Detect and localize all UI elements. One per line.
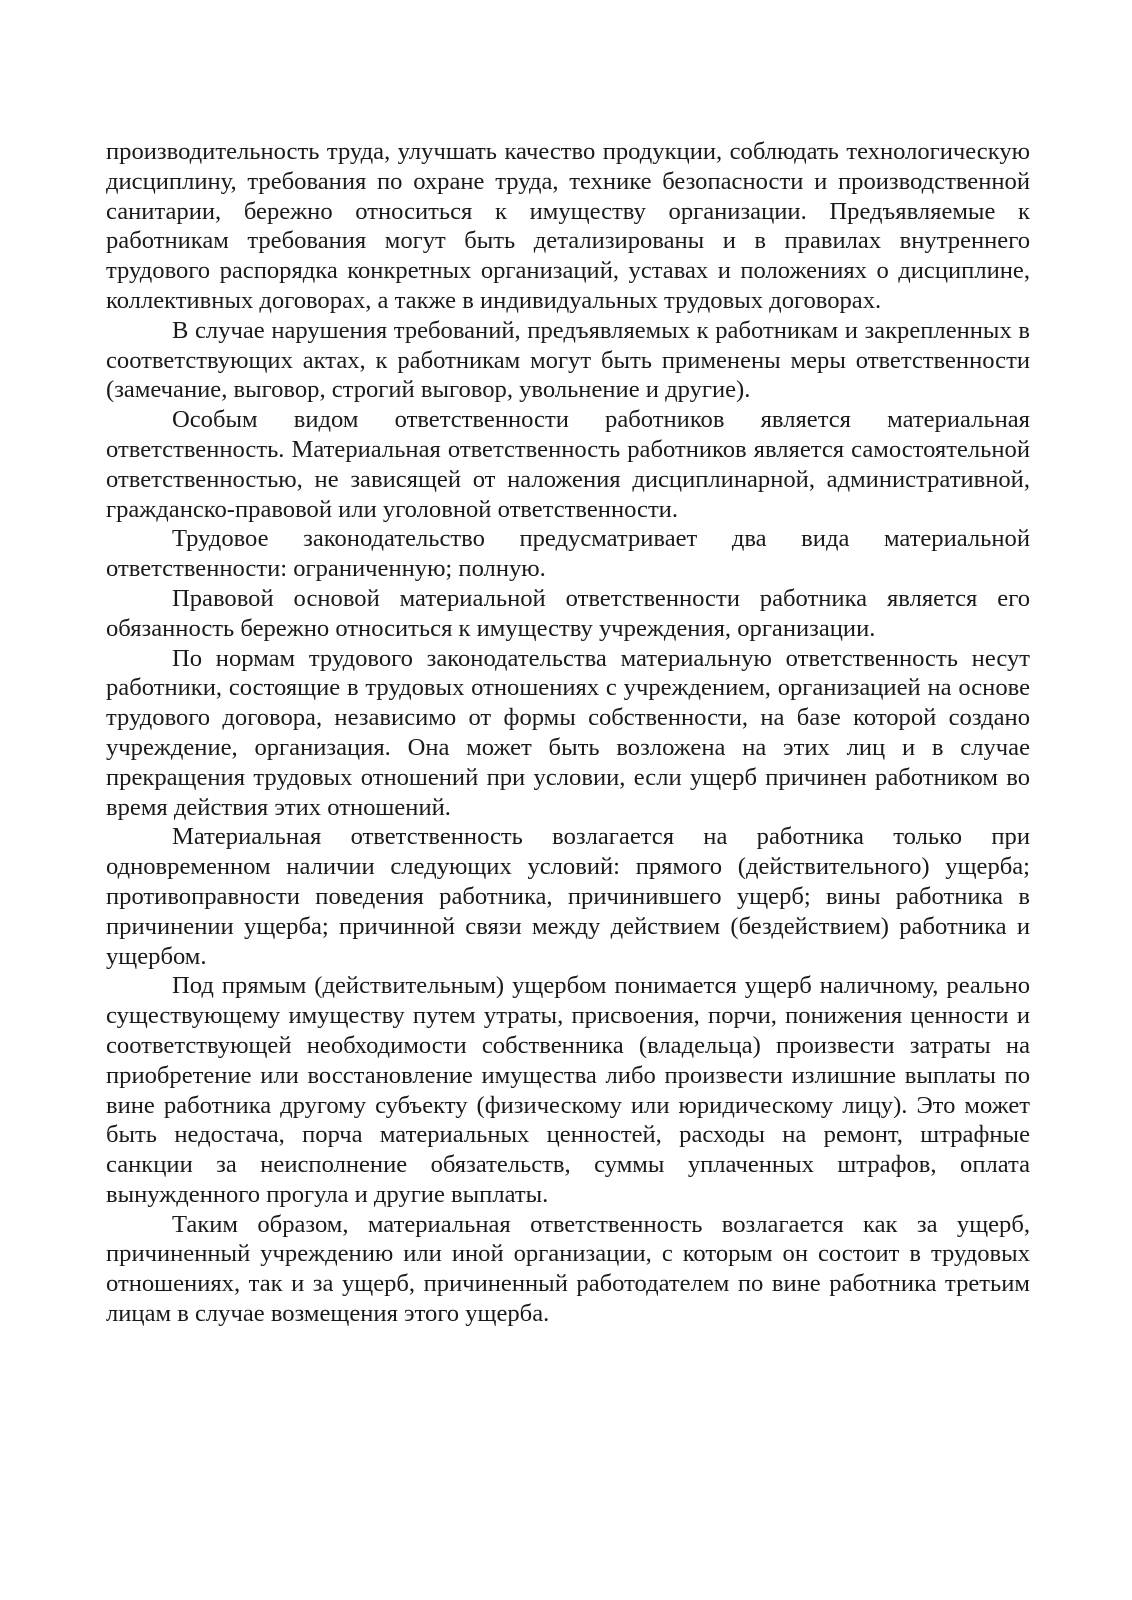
paragraph: Правовой основой материальной ответственности работника является его обязанность бережно относиться к имуществу учреждения, организации. bbox=[106, 584, 1030, 642]
paragraph: В случае нарушения требований, предъявляемых к работникам и закрепленных в соответствующих актах, к работникам могут быть применены меры ответственности (замечание, выговор, строгий выговор, увольнение и другие). bbox=[106, 316, 1030, 404]
document-body bbox=[106, 137, 1030, 1329]
paragraph: Материальная ответственность возлагается на работника только при одновременном наличии следующих условий: прямого (действительного) ущерба; противоправности поведения работника, причинившего ущерб; вины работника в причинении ущерба; причинной связи между действием (бездействием) работника и ущербом. bbox=[106, 823, 1030, 970]
paragraph: Трудовое законодательство предусматривает два вида материальной ответственности: ограниченную; полную. bbox=[106, 525, 1030, 583]
paragraph: По нормам трудового законодательства материальную ответственность несут работники, состоящие в трудовых отношениях с учреждением, организацией на основе трудового договора, независимо от формы собственности, на базе которой создано учреждение, организация. Она может быть возложена на этих лиц и в случае прекращения трудовых отношений при условии, если ущерб причинен работником во время действия этих отношений. bbox=[106, 644, 1030, 821]
paragraph: Особым видом ответственности работников является материальная ответственность. Материальная ответственность работников является самостоятельной ответственностью, не зависящей от наложения дисциплинарной, административной, гражданско-правовой или уголовной ответственности. bbox=[106, 406, 1030, 523]
paragraph: Под прямым (действительным) ущербом понимается ущерб наличному, реально существующему имуществу путем утраты, присвоения, порчи, понижения ценности и соответствующей необходимости собственника (владельца) произвести затраты на приобретение или восстановление имущества либо произвести излишние выплаты по вине работника другому субъекту (физическому или юридическому лицу). Это может быть недостача, порча материальных ценностей, расходы на ремонт, штрафные санкции за неисполнение обязательств, суммы уплаченных штрафов, оплата вынужденного прогула и другие выплаты. bbox=[106, 972, 1030, 1208]
paragraph: производительность труда, улучшать качество продукции, соблюдать технологическую дисциплину, требования по охране труда, технике безопасности и производственной санитарии, бережно относиться к имуществу организации. Предъявляемые к работникам требования могут быть детализированы и в правилах внутреннего трудового распорядка конкретных организаций, уставах и положениях о дисциплине, коллективных договорах, а также в индивидуальных трудовых договорах. bbox=[106, 138, 1030, 314]
paragraph: Таким образом, материальная ответственность возлагается как за ущерб, причиненный учреждению или иной организации, с которым он состоит в трудовых отношениях, так и за ущерб, причиненный работодателем по вине работника третьим лицам в случае возмещения этого ущерба. bbox=[106, 1210, 1030, 1328]
